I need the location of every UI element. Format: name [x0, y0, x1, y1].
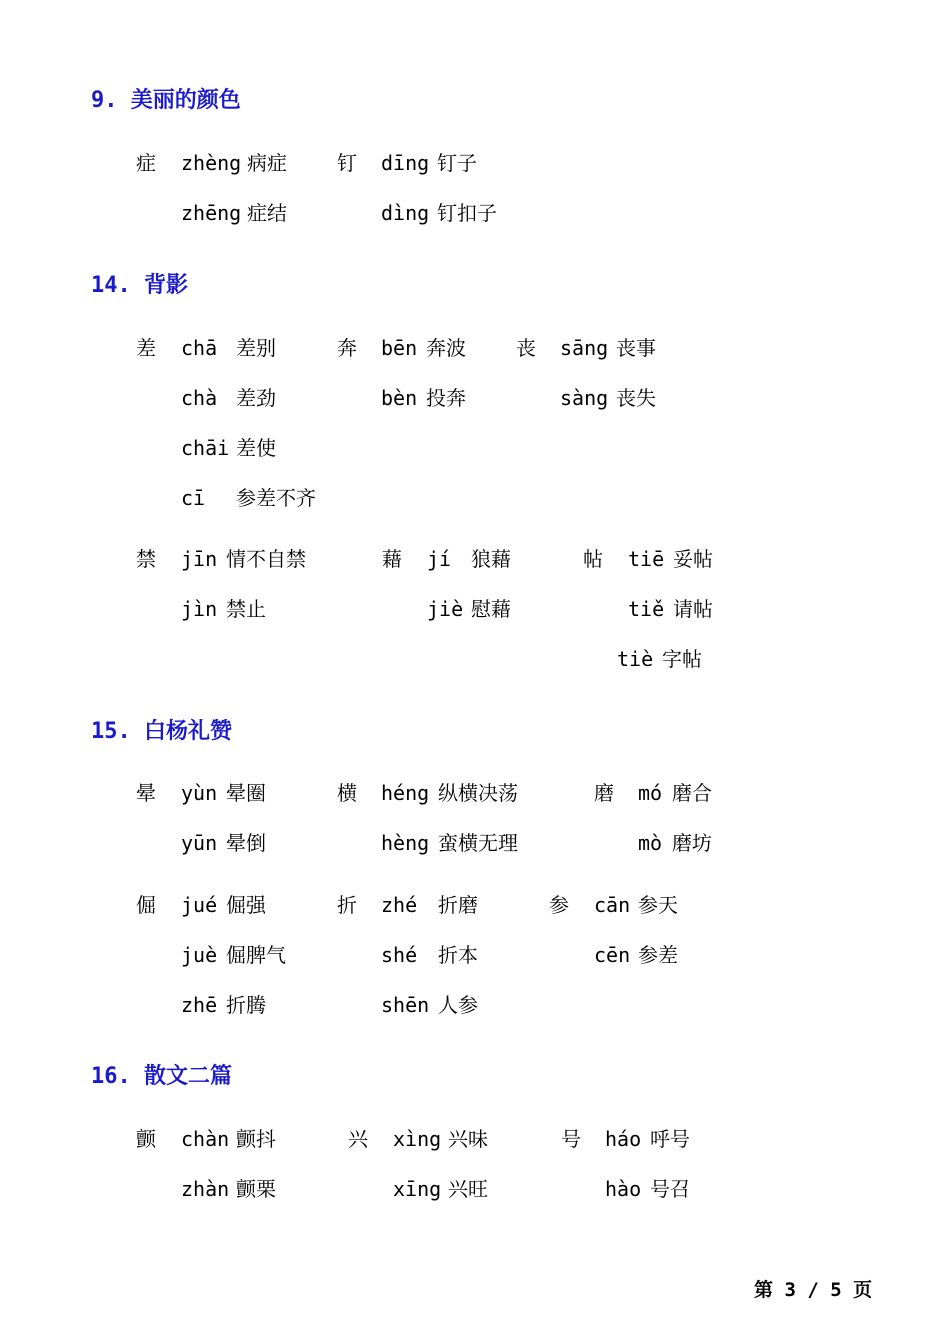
pinyin-entry: zhē [181, 993, 218, 1017]
word-entry: 晕圈 [226, 781, 266, 805]
pinyin-entry: héng [381, 781, 430, 805]
pinyin-entry: tiě [628, 597, 665, 621]
pinyin-entry: zhàn [181, 1177, 230, 1201]
word-entry: 差劲 [236, 386, 276, 410]
word-entry: 差使 [236, 436, 276, 460]
character-entry: 禁 [136, 547, 156, 571]
pinyin-entry: dìng [381, 201, 430, 225]
character-entry: 晕 [136, 781, 156, 805]
character-entry: 症 [136, 151, 156, 175]
pinyin-entry: shé [381, 943, 418, 967]
word-entry: 妥帖 [673, 547, 713, 571]
character-entry: 倔 [136, 893, 156, 917]
character-entry: 兴 [348, 1127, 368, 1151]
pinyin-entry: yùn [181, 781, 218, 805]
pinyin-entry: hèng [381, 831, 430, 855]
pinyin-entry: jué [181, 893, 218, 917]
section-heading: 14. 背影 [91, 273, 188, 298]
word-entry: 投奔 [426, 386, 466, 410]
word-entry: 蛮横无理 [438, 831, 518, 855]
word-entry: 颤抖 [236, 1127, 276, 1151]
word-entry: 呼号 [650, 1127, 690, 1151]
pinyin-entry: hào [605, 1177, 642, 1201]
word-entry: 丧事 [616, 336, 656, 360]
pinyin-entry: tiē [628, 547, 665, 571]
word-entry: 折磨 [438, 893, 478, 917]
pinyin-entry: mó [638, 781, 663, 805]
section-heading: 9. 美丽的颜色 [91, 88, 241, 113]
word-entry: 磨合 [672, 781, 712, 805]
word-entry: 差别 [236, 336, 276, 360]
word-entry: 丧失 [616, 386, 656, 410]
section-heading: 16. 散文二篇 [91, 1064, 232, 1089]
pinyin-entry: zhēng [181, 201, 242, 225]
pinyin-entry: háo [605, 1127, 642, 1151]
pinyin-entry: jìn [181, 597, 218, 621]
pinyin-entry: sāng [560, 336, 609, 360]
character-entry: 号 [561, 1127, 581, 1151]
pinyin-entry: bèn [381, 386, 418, 410]
pinyin-entry: chā [181, 336, 218, 360]
word-entry: 倔脾气 [226, 943, 286, 967]
word-entry: 纵横决荡 [438, 781, 518, 805]
word-entry: 奔波 [426, 336, 466, 360]
pinyin-entry: jīn [181, 547, 218, 571]
word-entry: 人参 [438, 993, 478, 1017]
pinyin-entry: dīng [381, 151, 430, 175]
pinyin-entry: chàn [181, 1127, 230, 1151]
character-entry: 参 [549, 893, 569, 917]
pinyin-entry: cēn [594, 943, 631, 967]
pinyin-entry: chà [181, 386, 218, 410]
pinyin-entry: zhèng [181, 151, 242, 175]
pinyin-entry: tiè [617, 647, 654, 671]
pinyin-entry: juè [181, 943, 218, 967]
pinyin-entry: zhé [381, 893, 418, 917]
word-entry: 禁止 [226, 597, 266, 621]
word-entry: 病症 [247, 151, 287, 175]
character-entry: 藉 [382, 547, 402, 571]
word-entry: 兴味 [448, 1127, 488, 1151]
word-entry: 参差不齐 [236, 486, 316, 510]
pinyin-entry: jiè [427, 597, 464, 621]
pinyin-entry: yūn [181, 831, 218, 855]
character-entry: 钉 [337, 151, 357, 175]
word-entry: 钉子 [437, 151, 477, 175]
word-entry: 号召 [650, 1177, 690, 1201]
word-entry: 折本 [438, 943, 478, 967]
pinyin-entry: sàng [560, 386, 609, 410]
word-entry: 钉扣子 [437, 201, 497, 225]
pinyin-entry: xìng [393, 1127, 442, 1151]
pinyin-entry: xīng [393, 1177, 442, 1201]
word-entry: 字帖 [662, 647, 702, 671]
word-entry: 磨坊 [672, 831, 712, 855]
word-entry: 参天 [638, 893, 678, 917]
pinyin-entry: chāi [181, 436, 230, 460]
character-entry: 丧 [516, 336, 536, 360]
pinyin-entry: shēn [381, 993, 430, 1017]
word-entry: 狼藉 [471, 547, 511, 571]
word-entry: 情不自禁 [226, 547, 306, 571]
pinyin-entry: jí [427, 547, 452, 571]
pinyin-entry: cān [594, 893, 631, 917]
character-entry: 颤 [136, 1127, 156, 1151]
pinyin-entry: bēn [381, 336, 418, 360]
page-number: 第 3 / 5 页 [754, 1279, 873, 1301]
word-entry: 参差 [638, 943, 678, 967]
pinyin-entry: cī [181, 486, 206, 510]
character-entry: 磨 [594, 781, 614, 805]
word-entry: 颤栗 [236, 1177, 276, 1201]
word-entry: 慰藉 [471, 597, 511, 621]
character-entry: 差 [136, 336, 156, 360]
word-entry: 晕倒 [226, 831, 266, 855]
character-entry: 奔 [337, 336, 357, 360]
character-entry: 横 [337, 781, 357, 805]
character-entry: 折 [337, 893, 357, 917]
word-entry: 折腾 [226, 993, 266, 1017]
word-entry: 兴旺 [448, 1177, 488, 1201]
word-entry: 症结 [247, 201, 287, 225]
section-heading: 15. 白杨礼赞 [91, 719, 232, 744]
word-entry: 倔强 [226, 893, 266, 917]
pinyin-entry: mò [638, 831, 663, 855]
character-entry: 帖 [583, 547, 603, 571]
word-entry: 请帖 [673, 597, 713, 621]
